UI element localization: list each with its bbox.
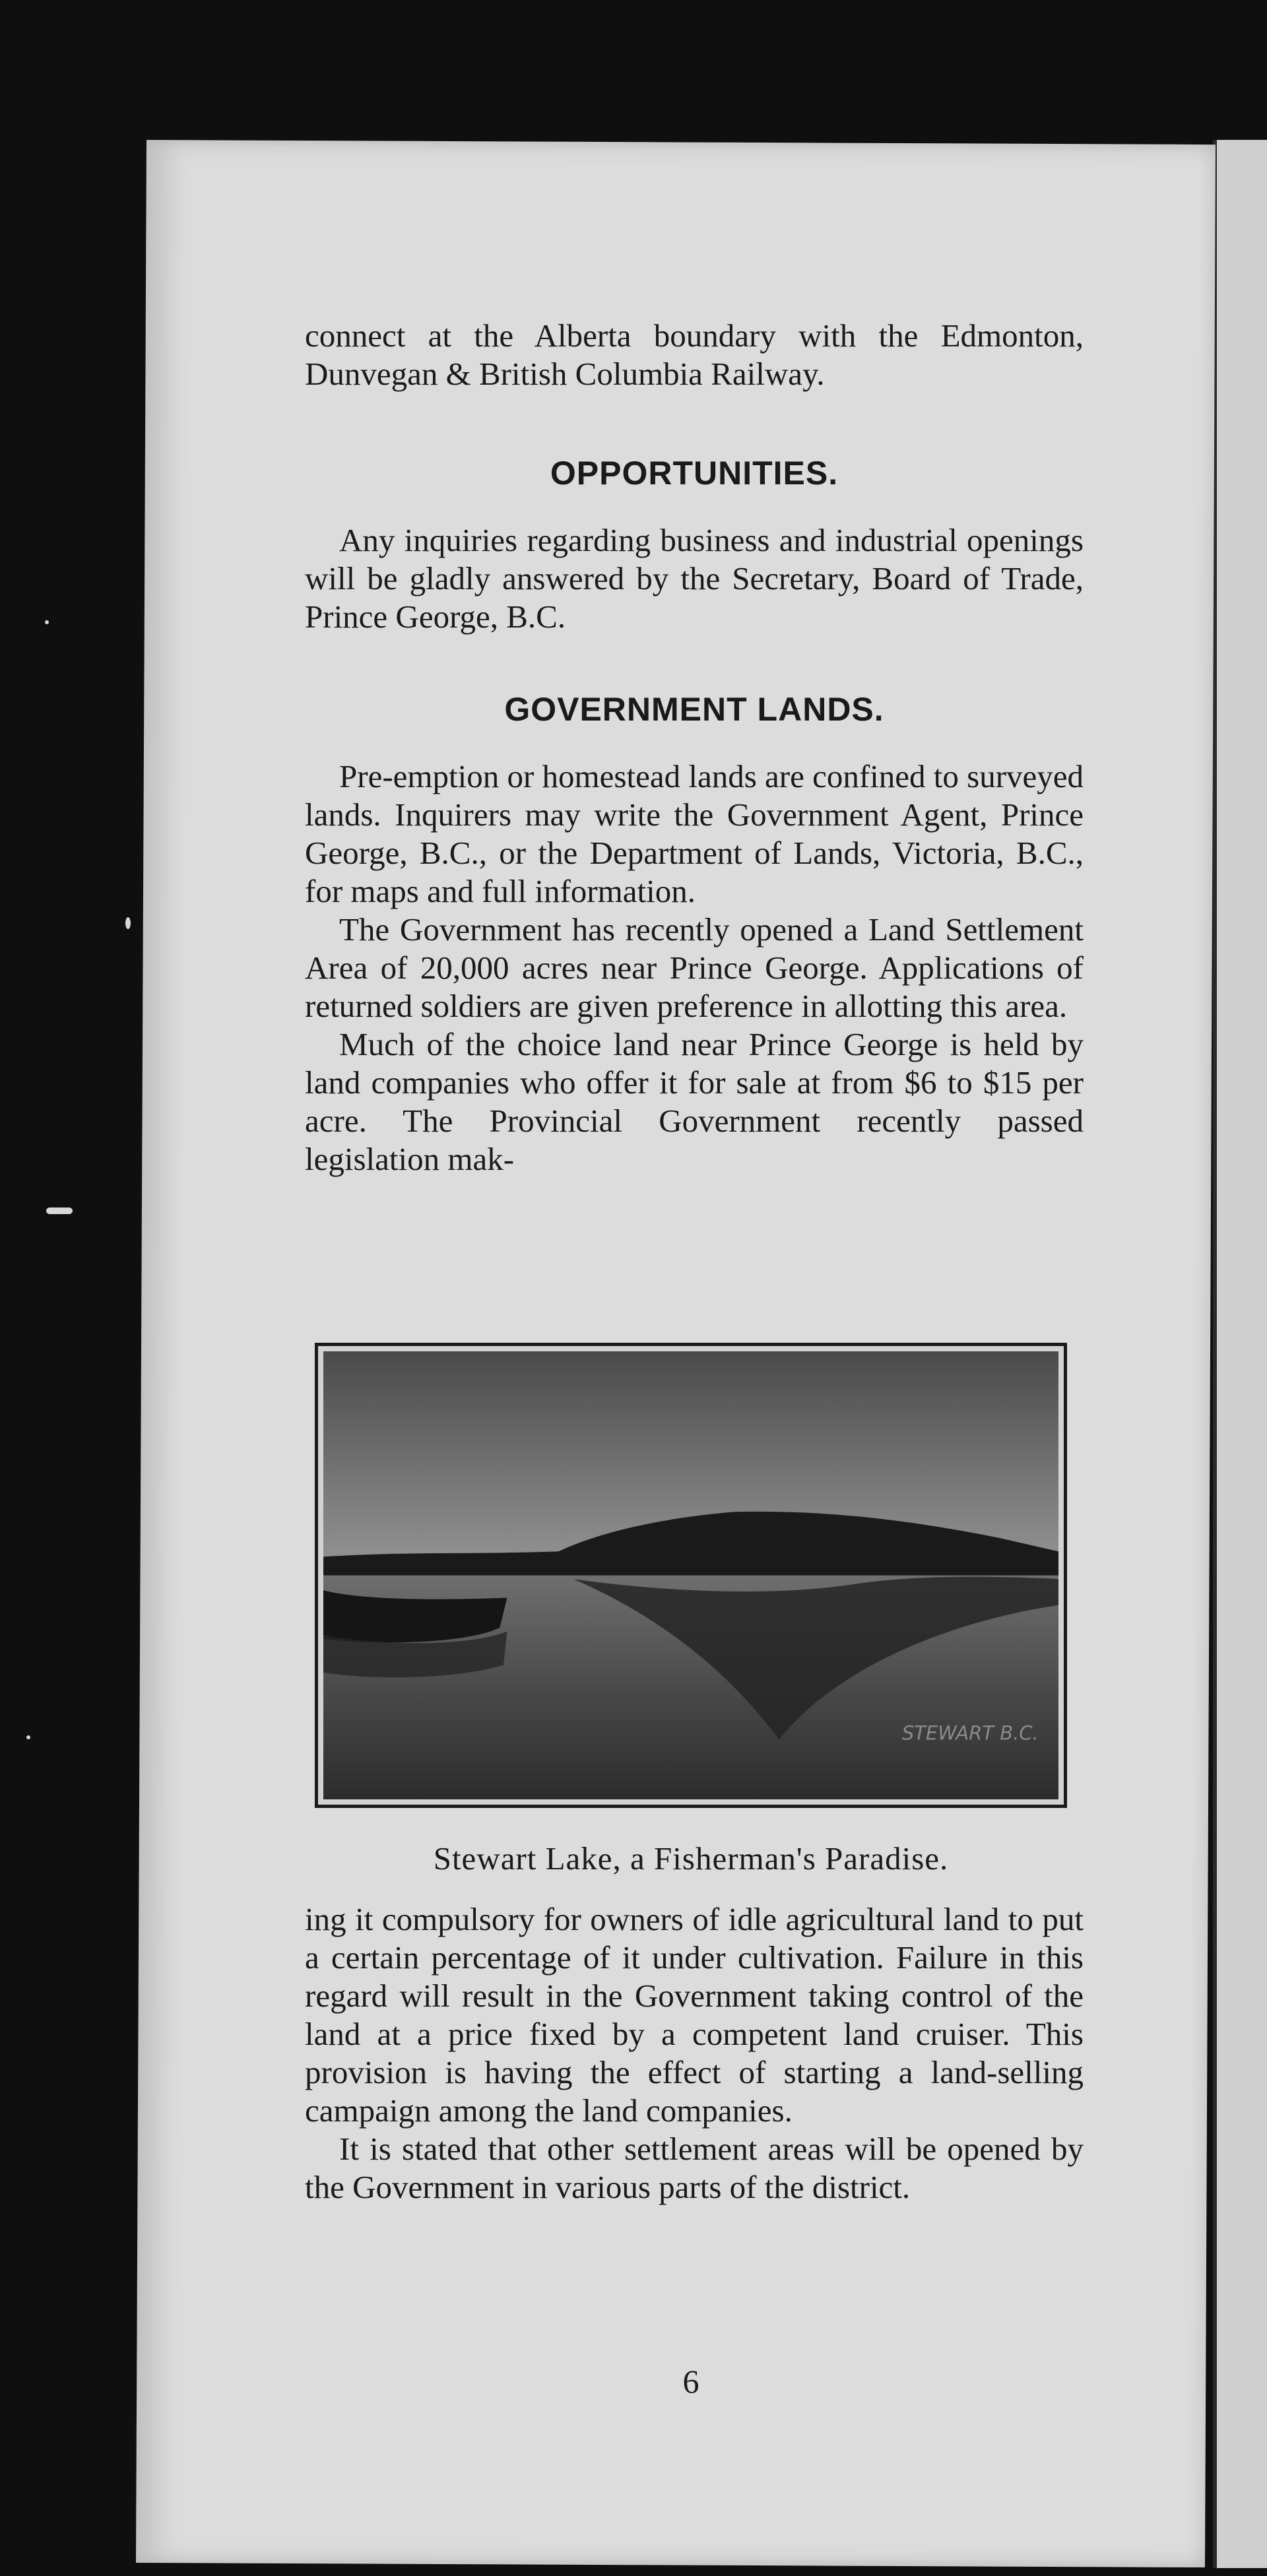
settlement-areas-paragraph: It is stated that other settlement areas will be opened by the Government in various parts of the district. [305,2131,1084,2205]
lake-photograph [315,1343,1067,1808]
continued-paragraph: connect at the Alberta boundary with the Edmonton, Dunvegan & British Columbia Railway. [305,317,1084,392]
government-lands-paragraph-3: Much of the choice land near Prince George is held by land companies who offer it for sale at from $6 to $15 per acre. The Provincial Government recently passed legislation mak- [305,1026,1084,1177]
page-number: 6 [682,2363,699,2400]
continued-paragraph-after-photo: ing it compulsory for owners of idle agricultural land to put a certain percentage of it under cultivation. Failure in this regard will result in the Government taking control of the land at a price fixed by a competent land cruiser. This provision is having the effect of starting a land-selling campaign among the land companies. [305,1901,1084,2129]
heading-government-lands: GOVERNMENT LANDS. [504,691,884,728]
heading-opportunities: OPPORTUNITIES. [550,455,839,492]
scan-speck [125,917,131,929]
page-content [305,317,1084,1178]
scan-speck [45,620,49,624]
photo-inscription: STEWART B.C. [901,1722,1039,1745]
opportunities-paragraph: Any inquiries regarding business and industrial openings will be gladly answered by the Secretary, Board of Trade, Prince George, B.C. [305,522,1084,635]
photo-caption: Stewart Lake, a Fisherman's Paradise. [433,1840,949,1877]
stewart-lake-photo [323,1351,1058,1799]
government-lands-paragraph-2: The Government has recently opened a Land Settlement Area of 20,000 acres near Prince George. Applications of returned soldiers are given preference in allotting this area. [305,911,1084,1024]
page-content-continued [305,1900,1084,2206]
adjacent-page-edge [1213,140,1267,2568]
scan-speck [26,1735,30,1739]
scan-speck [46,1208,73,1214]
government-lands-paragraph-1: Pre-emption or homestead lands are confined to surveyed lands. Inquirers may write the Government Agent, Prince George, B.C., or the Department of Lands, Victoria, B.C., for maps and full information. [305,758,1084,909]
